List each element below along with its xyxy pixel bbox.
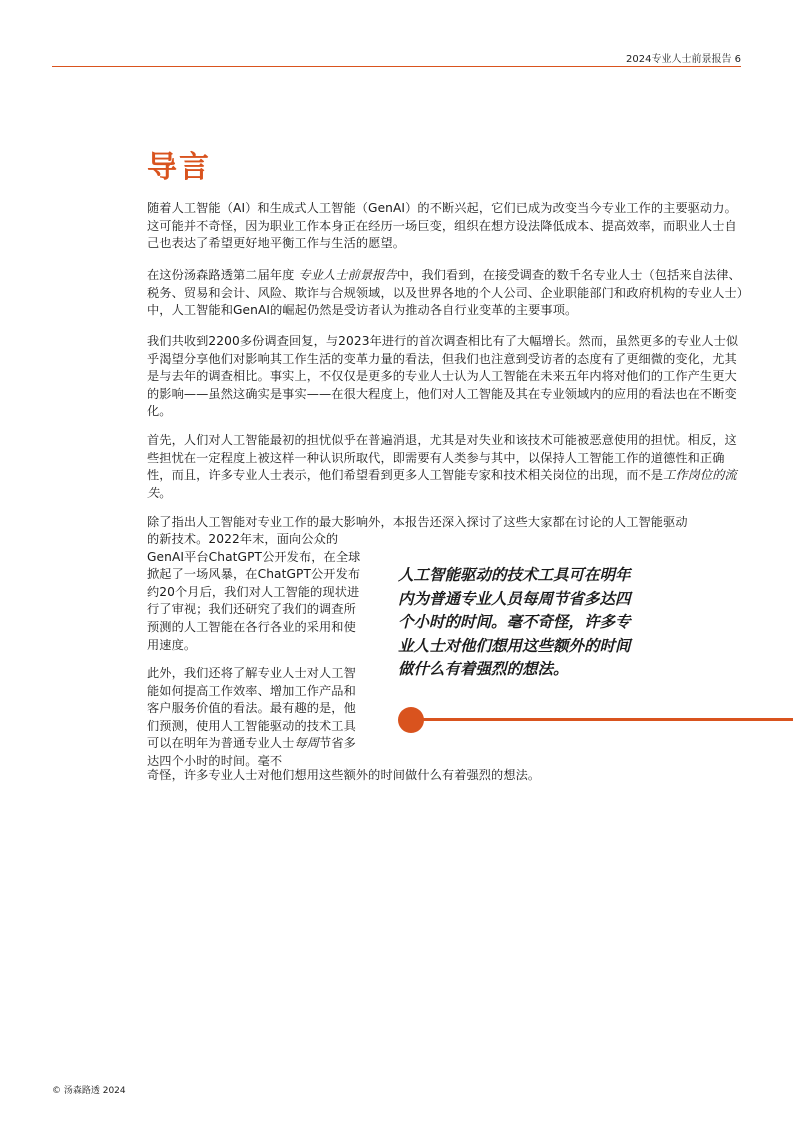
paragraph-6-tail: 奇怪，许多专业人士对他们想用这些额外的时间做什么有着强烈的想法。: [147, 768, 541, 782]
paragraph-6-lead: 此外，我们还将了解专业人士对人工智能如何提高工作效率、增加工作产品和客户服务价值的看法。最有趣的是，他们预测，使用人工智能驱动的技术工具可以在明年为普通专业人士: [147, 666, 356, 751]
pull-quote-accent-line: [410, 718, 793, 721]
header-divider: [52, 66, 741, 67]
paragraph-4-lead: 首先，人们对人工智能最初的担忧似乎在普遍消退，尤其是对失业和该技术可能被恶意使用的担忧。相反，这些担忧在一定程度上被这样一种认识所取代，即需要有人类参与其中，以保持人工智能工作的道德性和正确性，而且，许多专业人士表示，他们希望看到更多人工智能专家和技术相关岗位的出现，而不是: [147, 433, 737, 483]
paragraph-4: [147, 432, 743, 502]
pull-quote-accent-dot: [398, 707, 424, 733]
paragraph-3: 我们共收到2200多份调查回复，与2023年进行的首次调查相比有了大幅增长。然而，虽然更多的专业人士似乎渴望分享他们对影响其工作生活的变革力量的看法，但我们也注意到受访者的态度有了更细微的变化，尤其是与去年的调查相比。事实上，不仅仅是更多的专业人士认为人工智能在未来五年内将对他们的工作产生更大的影响——虽然这确实是事实——在很大程度上，他们对人工智能及其在专业领域内的应用的看法也在不断变化。: [147, 334, 739, 419]
paragraph-2-lead: 在这份汤森路透第二届年度: [147, 268, 299, 282]
paragraph-6-rest: 节省多达四个小时的时间。毫不: [147, 736, 356, 768]
footer-copyright: © 汤森路透 2024: [52, 1086, 126, 1096]
report-title-emphasis: 专业人士前景报告: [298, 268, 397, 282]
paragraph-5-first-line: 除了指出人工智能对专业工作的最大影响外，本报告还深入探讨了这些大家都在讨论的人工智能驱动: [147, 515, 688, 529]
job-loss-emphasis: 工作岗位的流失: [147, 468, 737, 500]
paragraph-2: [147, 267, 743, 320]
pull-quote: 人工智能驱动的技术工具可在明年内为普通专业人员每周节省多达四个小时的时间。毫不奇怪，许多专业人士对他们想用这些额外的时间做什么有着强烈的想法。: [398, 566, 631, 678]
weekly-emphasis: 每周: [294, 736, 320, 751]
paragraph-1: 随着人工智能（AI）和生成式人工智能（GenAI）的不断兴起，它们已成为改变当今专业工作的主要驱动力。这可能并不奇怪，因为职业工作本身正在经历一场巨变，组织在想方设法降低成本、提高效率，而职业人士自己也表达了希望更好地平衡工作与生活的愿望。: [147, 201, 737, 251]
paragraph-4-end: 。: [159, 485, 172, 500]
paragraph-5-column: 的新技术。2022年末，面向公众的GenAI平台ChatGPT公开发布，在全球掀起了一场风暴，在ChatGPT公开发布约20个月后，我们对人工智能的现状进行了审视；我们还研究了我们的调查所预测的人工智能在各行各业的采用和使用速度。: [147, 532, 361, 652]
running-header: 2024专业人士前景报告 6: [626, 54, 741, 65]
page-title: 导言: [147, 150, 211, 185]
paragraph-2-rest: 中，我们看到，在接受调查的数千名专业人士（包括来自法律、税务、贸易和会计、风险、欺诈与合规领域，以及世界各地的个人公司、企业职能部门和政府机构的专业人士）中，人工智能和GenAI的崛起仍然是受访者认为推动各自行业变革的主要事项。: [147, 268, 743, 318]
paragraph-6-column: [147, 665, 367, 771]
